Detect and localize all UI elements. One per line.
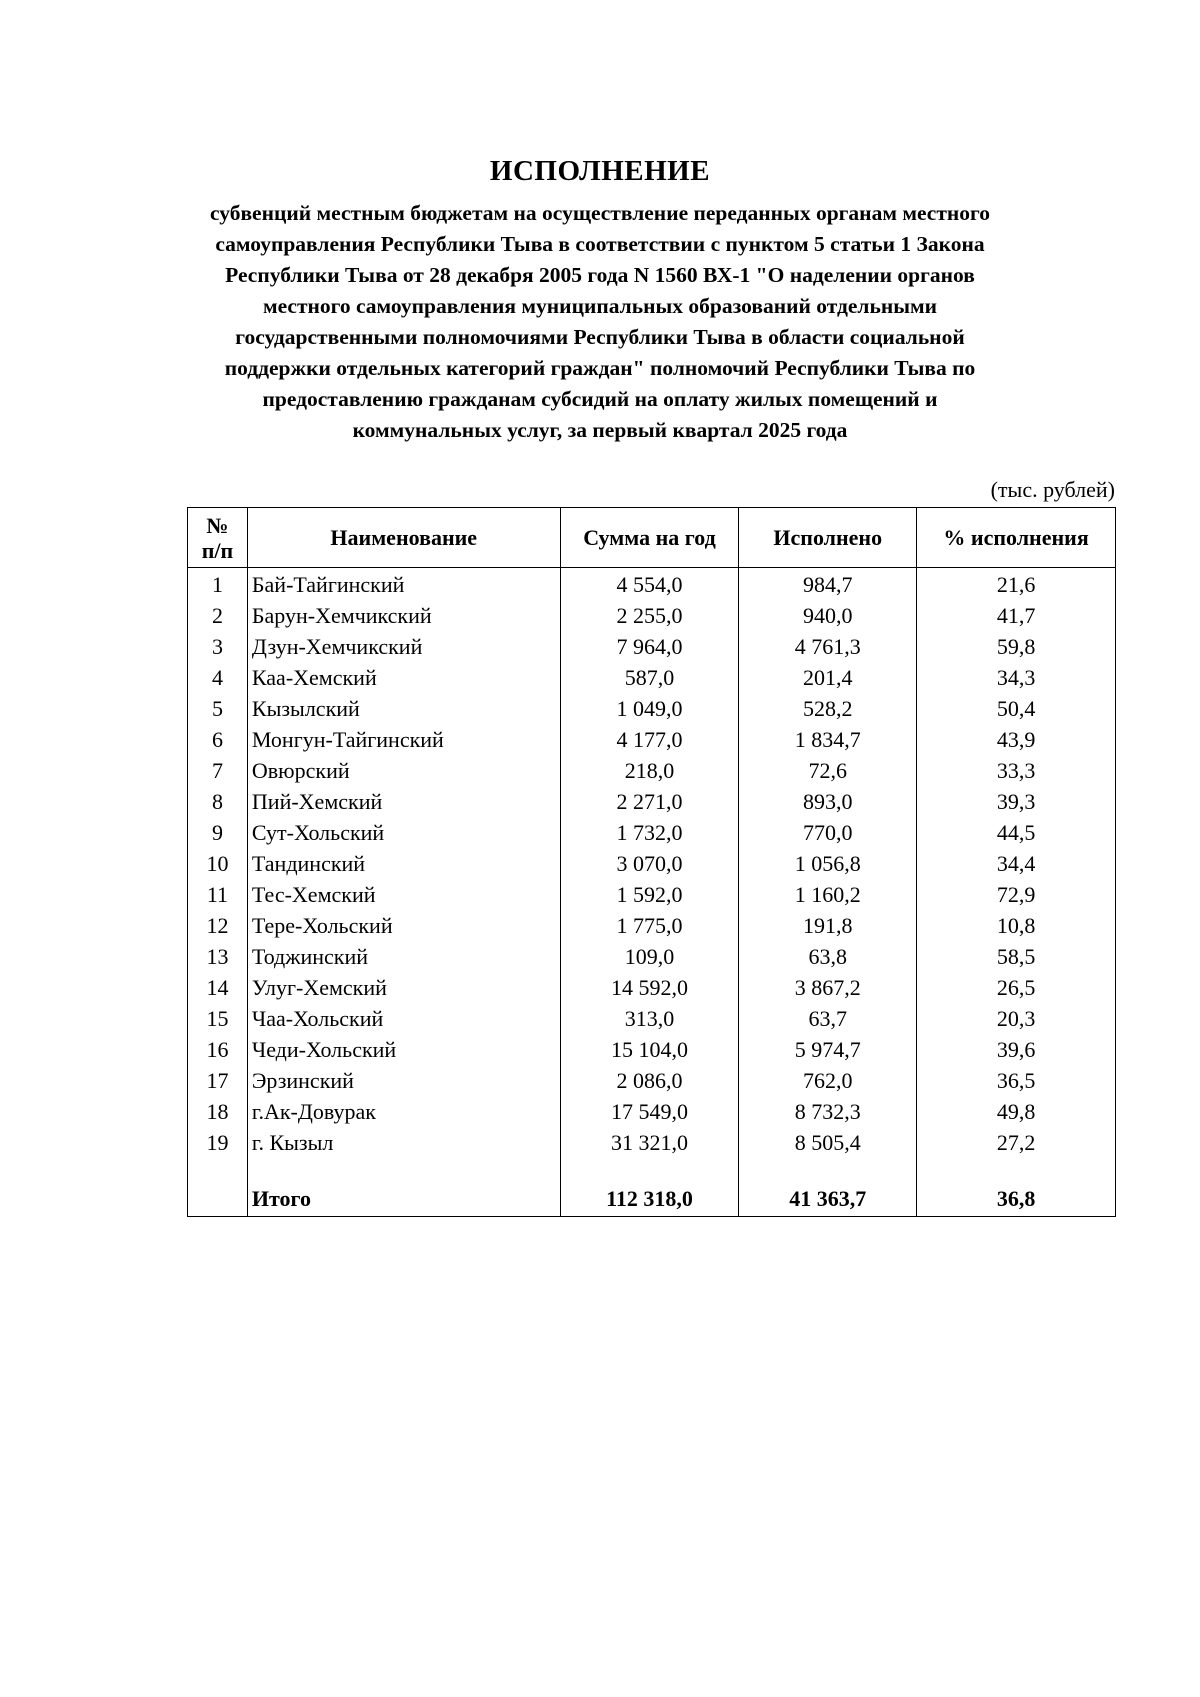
header-percent: % исполнения	[917, 508, 1116, 568]
row-sum: 1 592,0	[560, 879, 739, 910]
row-done: 8 732,3	[739, 1096, 917, 1127]
row-name: г.Ак-Довурак	[247, 1096, 560, 1127]
row-done: 201,4	[739, 662, 917, 693]
table-row	[188, 1034, 1116, 1065]
row-number: 1	[188, 568, 248, 601]
table-row	[188, 910, 1116, 941]
row-done: 191,8	[739, 910, 917, 941]
row-sum: 7 964,0	[560, 631, 739, 662]
row-sum: 17 549,0	[560, 1096, 739, 1127]
document-title: ИСПОЛНЕНИЕ	[489, 155, 711, 187]
row-done: 5 974,7	[739, 1034, 917, 1065]
row-number: 12	[188, 910, 248, 941]
row-done: 63,7	[739, 1003, 917, 1034]
row-sum: 31 321,0	[560, 1127, 739, 1158]
row-percent: 20,3	[917, 1003, 1116, 1034]
execution-table	[187, 507, 1116, 1217]
row-done: 8 505,4	[739, 1127, 917, 1158]
row-percent: 21,6	[917, 568, 1116, 601]
row-number: 13	[188, 941, 248, 972]
row-number: 19	[188, 1127, 248, 1158]
header-number-line2: п/п	[201, 537, 234, 563]
row-percent: 50,4	[917, 693, 1116, 724]
row-percent: 72,9	[917, 879, 1116, 910]
row-number: 16	[188, 1034, 248, 1065]
row-sum: 1 775,0	[560, 910, 739, 941]
row-number: 9	[188, 817, 248, 848]
row-percent: 39,3	[917, 786, 1116, 817]
table-row	[188, 600, 1116, 631]
row-sum: 2 086,0	[560, 1065, 739, 1096]
subtitle-line: поддержки отдельных категорий граждан" полномочий Республики Тыва по	[224, 356, 976, 380]
row-sum: 4 177,0	[560, 724, 739, 755]
row-name: Тандинский	[247, 848, 560, 879]
row-sum: 2 271,0	[560, 786, 739, 817]
row-name: Тере-Хольский	[247, 910, 560, 941]
table-row	[188, 631, 1116, 662]
table-row	[188, 1096, 1116, 1127]
row-percent: 58,5	[917, 941, 1116, 972]
row-name: Тоджинский	[247, 941, 560, 972]
row-name: Сут-Хольский	[247, 817, 560, 848]
row-name: Кызылский	[247, 693, 560, 724]
row-percent: 26,5	[917, 972, 1116, 1003]
row-done: 770,0	[739, 817, 917, 848]
row-sum: 218,0	[560, 755, 739, 786]
header-sum: Сумма на год	[560, 508, 739, 568]
row-sum: 313,0	[560, 1003, 739, 1034]
total-done: 41 363,7	[739, 1180, 917, 1217]
row-number: 3	[188, 631, 248, 662]
subtitle-line: коммунальных услуг, за первый квартал 2025 года	[352, 418, 848, 442]
row-number: 18	[188, 1096, 248, 1127]
row-percent: 33,3	[917, 755, 1116, 786]
row-number: 15	[188, 1003, 248, 1034]
row-done: 72,6	[739, 755, 917, 786]
row-done: 1 056,8	[739, 848, 917, 879]
table-row	[188, 1127, 1116, 1158]
row-number: 6	[188, 724, 248, 755]
table-row	[188, 972, 1116, 1003]
row-sum: 3 070,0	[560, 848, 739, 879]
row-sum: 15 104,0	[560, 1034, 739, 1065]
row-done: 1 834,7	[739, 724, 917, 755]
table-row	[188, 848, 1116, 879]
table-row	[188, 786, 1116, 817]
row-sum: 14 592,0	[560, 972, 739, 1003]
row-percent: 39,6	[917, 1034, 1116, 1065]
row-sum: 2 255,0	[560, 600, 739, 631]
row-name: Овюрский	[247, 755, 560, 786]
row-sum: 587,0	[560, 662, 739, 693]
row-name: Дзун-Хемчикский	[247, 631, 560, 662]
row-done: 940,0	[739, 600, 917, 631]
header-number	[188, 508, 248, 568]
row-number: 8	[188, 786, 248, 817]
subtitle-line: Республики Тыва от 28 декабря 2005 года N 1560 ВХ-1 "О наделении органов	[225, 263, 975, 287]
table-body	[188, 568, 1116, 1217]
row-done: 762,0	[739, 1065, 917, 1096]
row-sum: 1 732,0	[560, 817, 739, 848]
row-percent: 27,2	[917, 1127, 1116, 1158]
row-done: 984,7	[739, 568, 917, 601]
table-row	[188, 817, 1116, 848]
row-name: Улуг-Хемский	[247, 972, 560, 1003]
row-percent: 36,5	[917, 1065, 1116, 1096]
document-subtitle	[190, 198, 1010, 446]
row-percent: 10,8	[917, 910, 1116, 941]
row-done: 893,0	[739, 786, 917, 817]
row-number: 10	[188, 848, 248, 879]
total-label: Итого	[247, 1180, 560, 1217]
row-name: Тес-Хемский	[247, 879, 560, 910]
row-name: Барун-Хемчикский	[247, 600, 560, 631]
total-sum: 112 318,0	[560, 1180, 739, 1217]
header-number-line1: №	[206, 512, 229, 538]
subtitle-line: государственными полномочиями Республики Тыва в области социальной	[235, 325, 965, 349]
header-done: Исполнено	[739, 508, 917, 568]
row-done: 63,8	[739, 941, 917, 972]
subtitle-line: местного самоуправления муниципальных образований отдельными	[262, 294, 938, 318]
total-percent: 36,8	[917, 1180, 1116, 1217]
row-number: 11	[188, 879, 248, 910]
row-sum: 4 554,0	[560, 568, 739, 601]
row-name: Эрзинский	[247, 1065, 560, 1096]
table-row	[188, 941, 1116, 972]
subtitle-line: предоставлению гражданам субсидий на оплату жилых помещений и	[262, 387, 938, 411]
spacer-row	[188, 1158, 1116, 1180]
row-name: Чаа-Хольский	[247, 1003, 560, 1034]
row-percent: 49,8	[917, 1096, 1116, 1127]
table-row	[188, 1065, 1116, 1096]
subtitle-line: субвенций местным бюджетам на осуществление переданных органам местного	[209, 201, 991, 225]
subtitle-line: самоуправления Республики Тыва в соответствии с пунктом 5 статьи 1 Закона	[215, 232, 985, 256]
row-number: 4	[188, 662, 248, 693]
total-row	[188, 1180, 1116, 1217]
row-done: 4 761,3	[739, 631, 917, 662]
row-sum: 109,0	[560, 941, 739, 972]
row-number: 2	[188, 600, 248, 631]
row-number: 7	[188, 755, 248, 786]
units-label: (тыс. рублей)	[990, 477, 1115, 502]
row-name: Пий-Хемский	[247, 786, 560, 817]
row-number: 5	[188, 693, 248, 724]
table-row	[188, 755, 1116, 786]
row-percent: 59,8	[917, 631, 1116, 662]
header-name: Наименование	[247, 508, 560, 568]
table-row	[188, 693, 1116, 724]
row-done: 3 867,2	[739, 972, 917, 1003]
row-name: Чеди-Хольский	[247, 1034, 560, 1065]
row-name: Бай-Тайгинский	[247, 568, 560, 601]
table-row	[188, 662, 1116, 693]
row-name: г. Кызыл	[247, 1127, 560, 1158]
row-name: Каа-Хемский	[247, 662, 560, 693]
table-header-row	[188, 508, 1116, 568]
total-number	[188, 1180, 248, 1217]
row-done: 528,2	[739, 693, 917, 724]
table-row	[188, 879, 1116, 910]
row-percent: 44,5	[917, 817, 1116, 848]
table-row	[188, 568, 1116, 601]
row-name: Монгун-Тайгинский	[247, 724, 560, 755]
row-done: 1 160,2	[739, 879, 917, 910]
row-number: 14	[188, 972, 248, 1003]
row-number: 17	[188, 1065, 248, 1096]
table-row	[188, 724, 1116, 755]
table-row	[188, 1003, 1116, 1034]
row-percent: 34,3	[917, 662, 1116, 693]
row-percent: 34,4	[917, 848, 1116, 879]
row-percent: 43,9	[917, 724, 1116, 755]
row-percent: 41,7	[917, 600, 1116, 631]
row-sum: 1 049,0	[560, 693, 739, 724]
